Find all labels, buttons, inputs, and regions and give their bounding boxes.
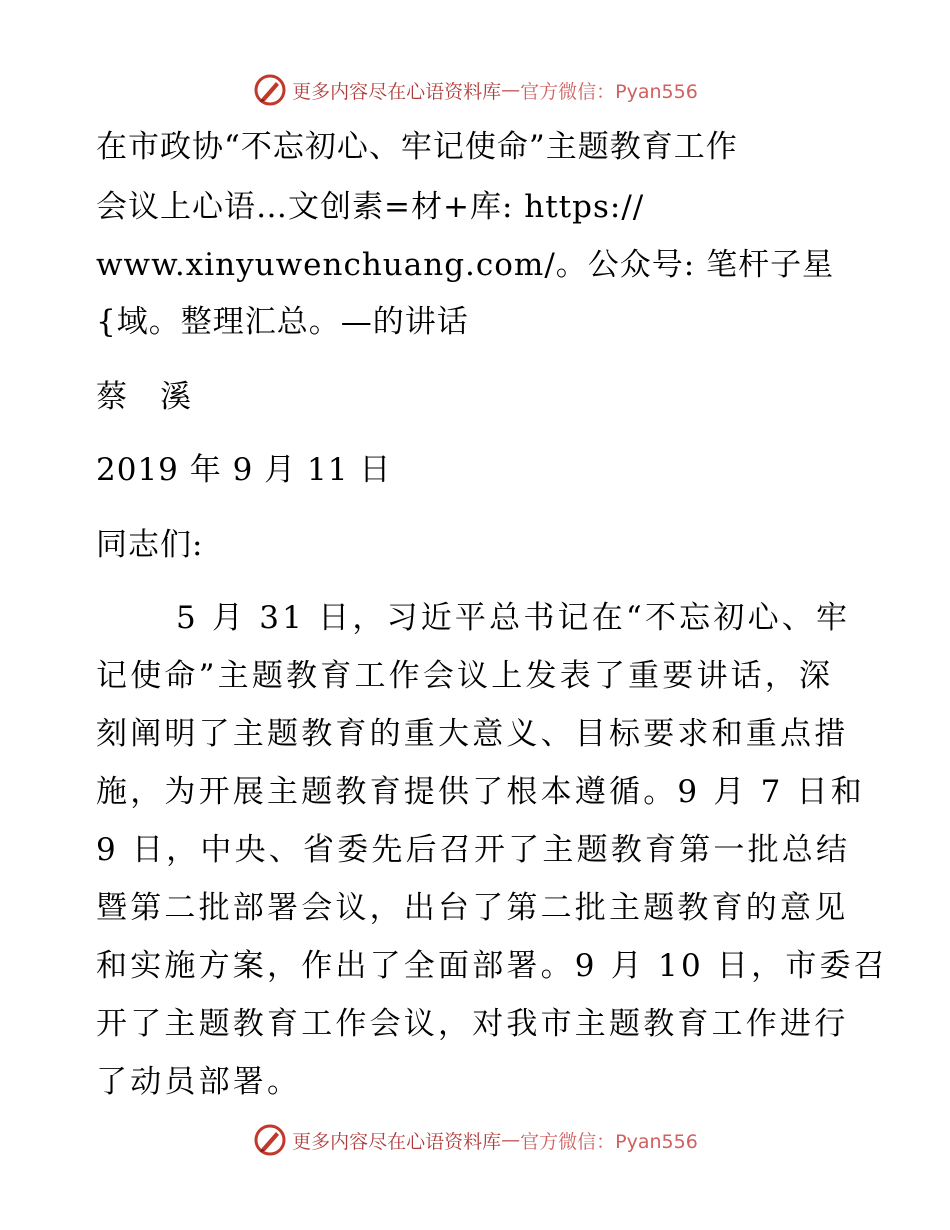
paragraph-line: 施，为开展主题教育提供了根本遵循。9 月 7 日和 <box>96 774 866 810</box>
title-line-3: www.xinyuwenchuang.com/。公众号: 笔杆子星 <box>96 247 835 283</box>
watermark-separator: — <box>501 79 521 101</box>
pen-logo-icon <box>252 1122 288 1158</box>
paragraph-line: 记使命”主题教育工作会议上发表了重要讲话，深 <box>96 658 834 694</box>
footer-watermark <box>0 1122 950 1158</box>
author: 蔡 溪 <box>96 379 192 415</box>
title-line-4: {域。整理汇总。—的讲话 <box>96 304 469 340</box>
paragraph-line: 5 月 31 日，习近平总书记在“不忘初心、牢 <box>176 600 851 636</box>
watermark-brand: 更多内容尽在心语资料库 <box>292 1130 502 1153</box>
title-line-2: 会议上心语…文创素=材+库: https:// <box>96 189 645 225</box>
paragraph-line: 和实施方案，作出了全面部署。9 月 10 日，市委召 <box>96 948 888 984</box>
paragraph-line: 刻阐明了主题教育的重大意义、目标要求和重点措 <box>96 716 849 752</box>
watermark-brand: 更多内容尽在心语资料库 <box>292 80 502 103</box>
header-watermark <box>0 72 950 108</box>
paragraph-line: 暨第二批部署会议，出台了第二批主题教育的意见 <box>96 890 849 926</box>
date: 2019 年 9 月 11 日 <box>96 452 392 488</box>
watermark-separator: — <box>501 1129 521 1151</box>
watermark-wechat: 官方微信：Pyan556 <box>520 1130 698 1153</box>
title-line-1: 在市政协“不忘初心、牢记使命”主题教育工作 <box>96 129 738 165</box>
paragraph-line: 9 日，中央、省委先后召开了主题教育第一批总结 <box>96 832 851 868</box>
paragraph-line: 了动员部署。 <box>96 1064 302 1100</box>
paragraph-line: 开了主题教育工作会议，对我市主题教育工作进行 <box>96 1006 849 1042</box>
watermark-wechat: 官方微信：Pyan556 <box>520 80 698 103</box>
pen-logo-icon <box>252 72 288 108</box>
salutation: 同志们: <box>96 527 204 563</box>
